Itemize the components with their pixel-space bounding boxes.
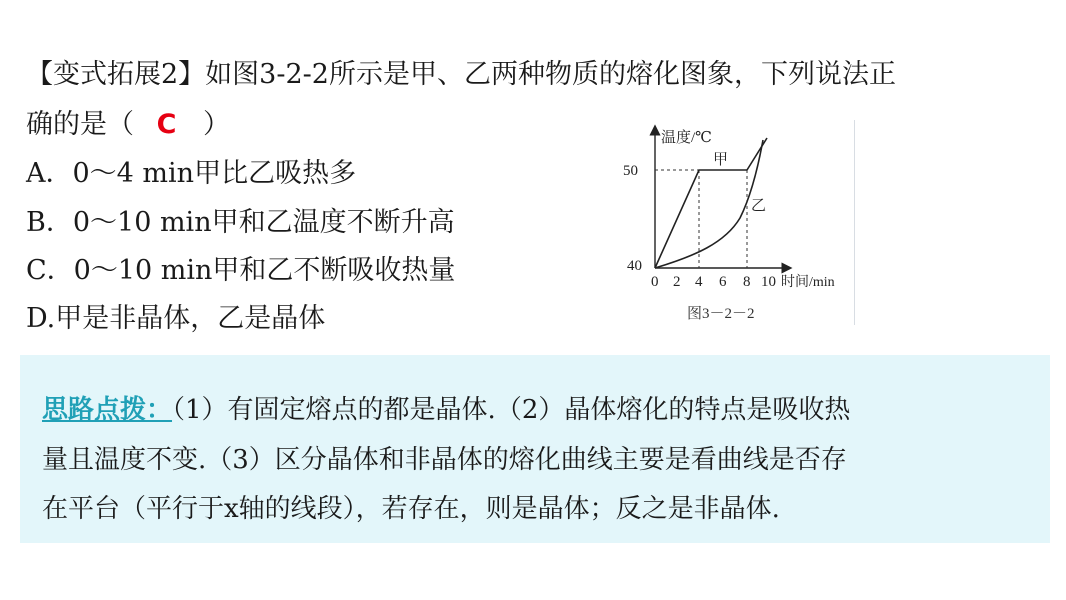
hint-line2: 量且温度不变.（3）区分晶体和非晶体的熔化曲线主要是看曲线是否存 <box>42 445 847 475</box>
answer-text: C <box>156 109 177 140</box>
hint-label: 思路点拨： <box>42 395 173 425</box>
x-tick-8: 8 <box>743 274 751 290</box>
option-c: C．0～10 min甲和乙不断吸收热量 <box>26 255 456 286</box>
stem-text: 确的是（ <box>26 109 134 140</box>
x-tick-0: 0 <box>651 274 659 290</box>
figure-caption: 图3－2－2 <box>687 306 755 322</box>
x-axis-label: 时间/min <box>781 275 835 290</box>
question-stem-line2 <box>26 108 230 142</box>
label-jia: 甲 <box>713 152 729 168</box>
hint-text-1: （1）有固定熔点的都是晶体.（2）晶体熔化的特点是吸收热 <box>172 395 851 425</box>
hint-panel <box>20 355 1050 543</box>
hint-line1 <box>42 393 850 427</box>
melting-graph-figure <box>615 118 860 330</box>
label-yi: 乙 <box>751 198 767 214</box>
y-tick-50: 50 <box>623 163 638 179</box>
x-tick-4: 4 <box>695 274 703 290</box>
hint-line3: 在平台（平行于x轴的线段），若存在，则是晶体；反之是非晶体. <box>42 494 780 524</box>
option-b: B．0～10 min甲和乙温度不断升高 <box>26 207 455 238</box>
stem-close-paren: ） <box>203 109 231 140</box>
question-stem-line1: 【变式拓展2】如图3-2-2所示是甲、乙两种物质的熔化图象，下列说法正 <box>26 59 896 90</box>
option-a: A．0～4 min甲比乙吸热多 <box>26 158 357 189</box>
x-tick-10: 10 <box>761 274 776 290</box>
y-tick-40: 40 <box>627 258 642 274</box>
melting-graph <box>615 118 860 330</box>
x-tick-2: 2 <box>673 274 681 290</box>
option-d: D.甲是非晶体，乙是晶体 <box>26 303 326 334</box>
figure-divider <box>854 120 855 325</box>
x-tick-6: 6 <box>719 274 727 290</box>
y-axis-label: 温度/℃ <box>661 130 712 146</box>
